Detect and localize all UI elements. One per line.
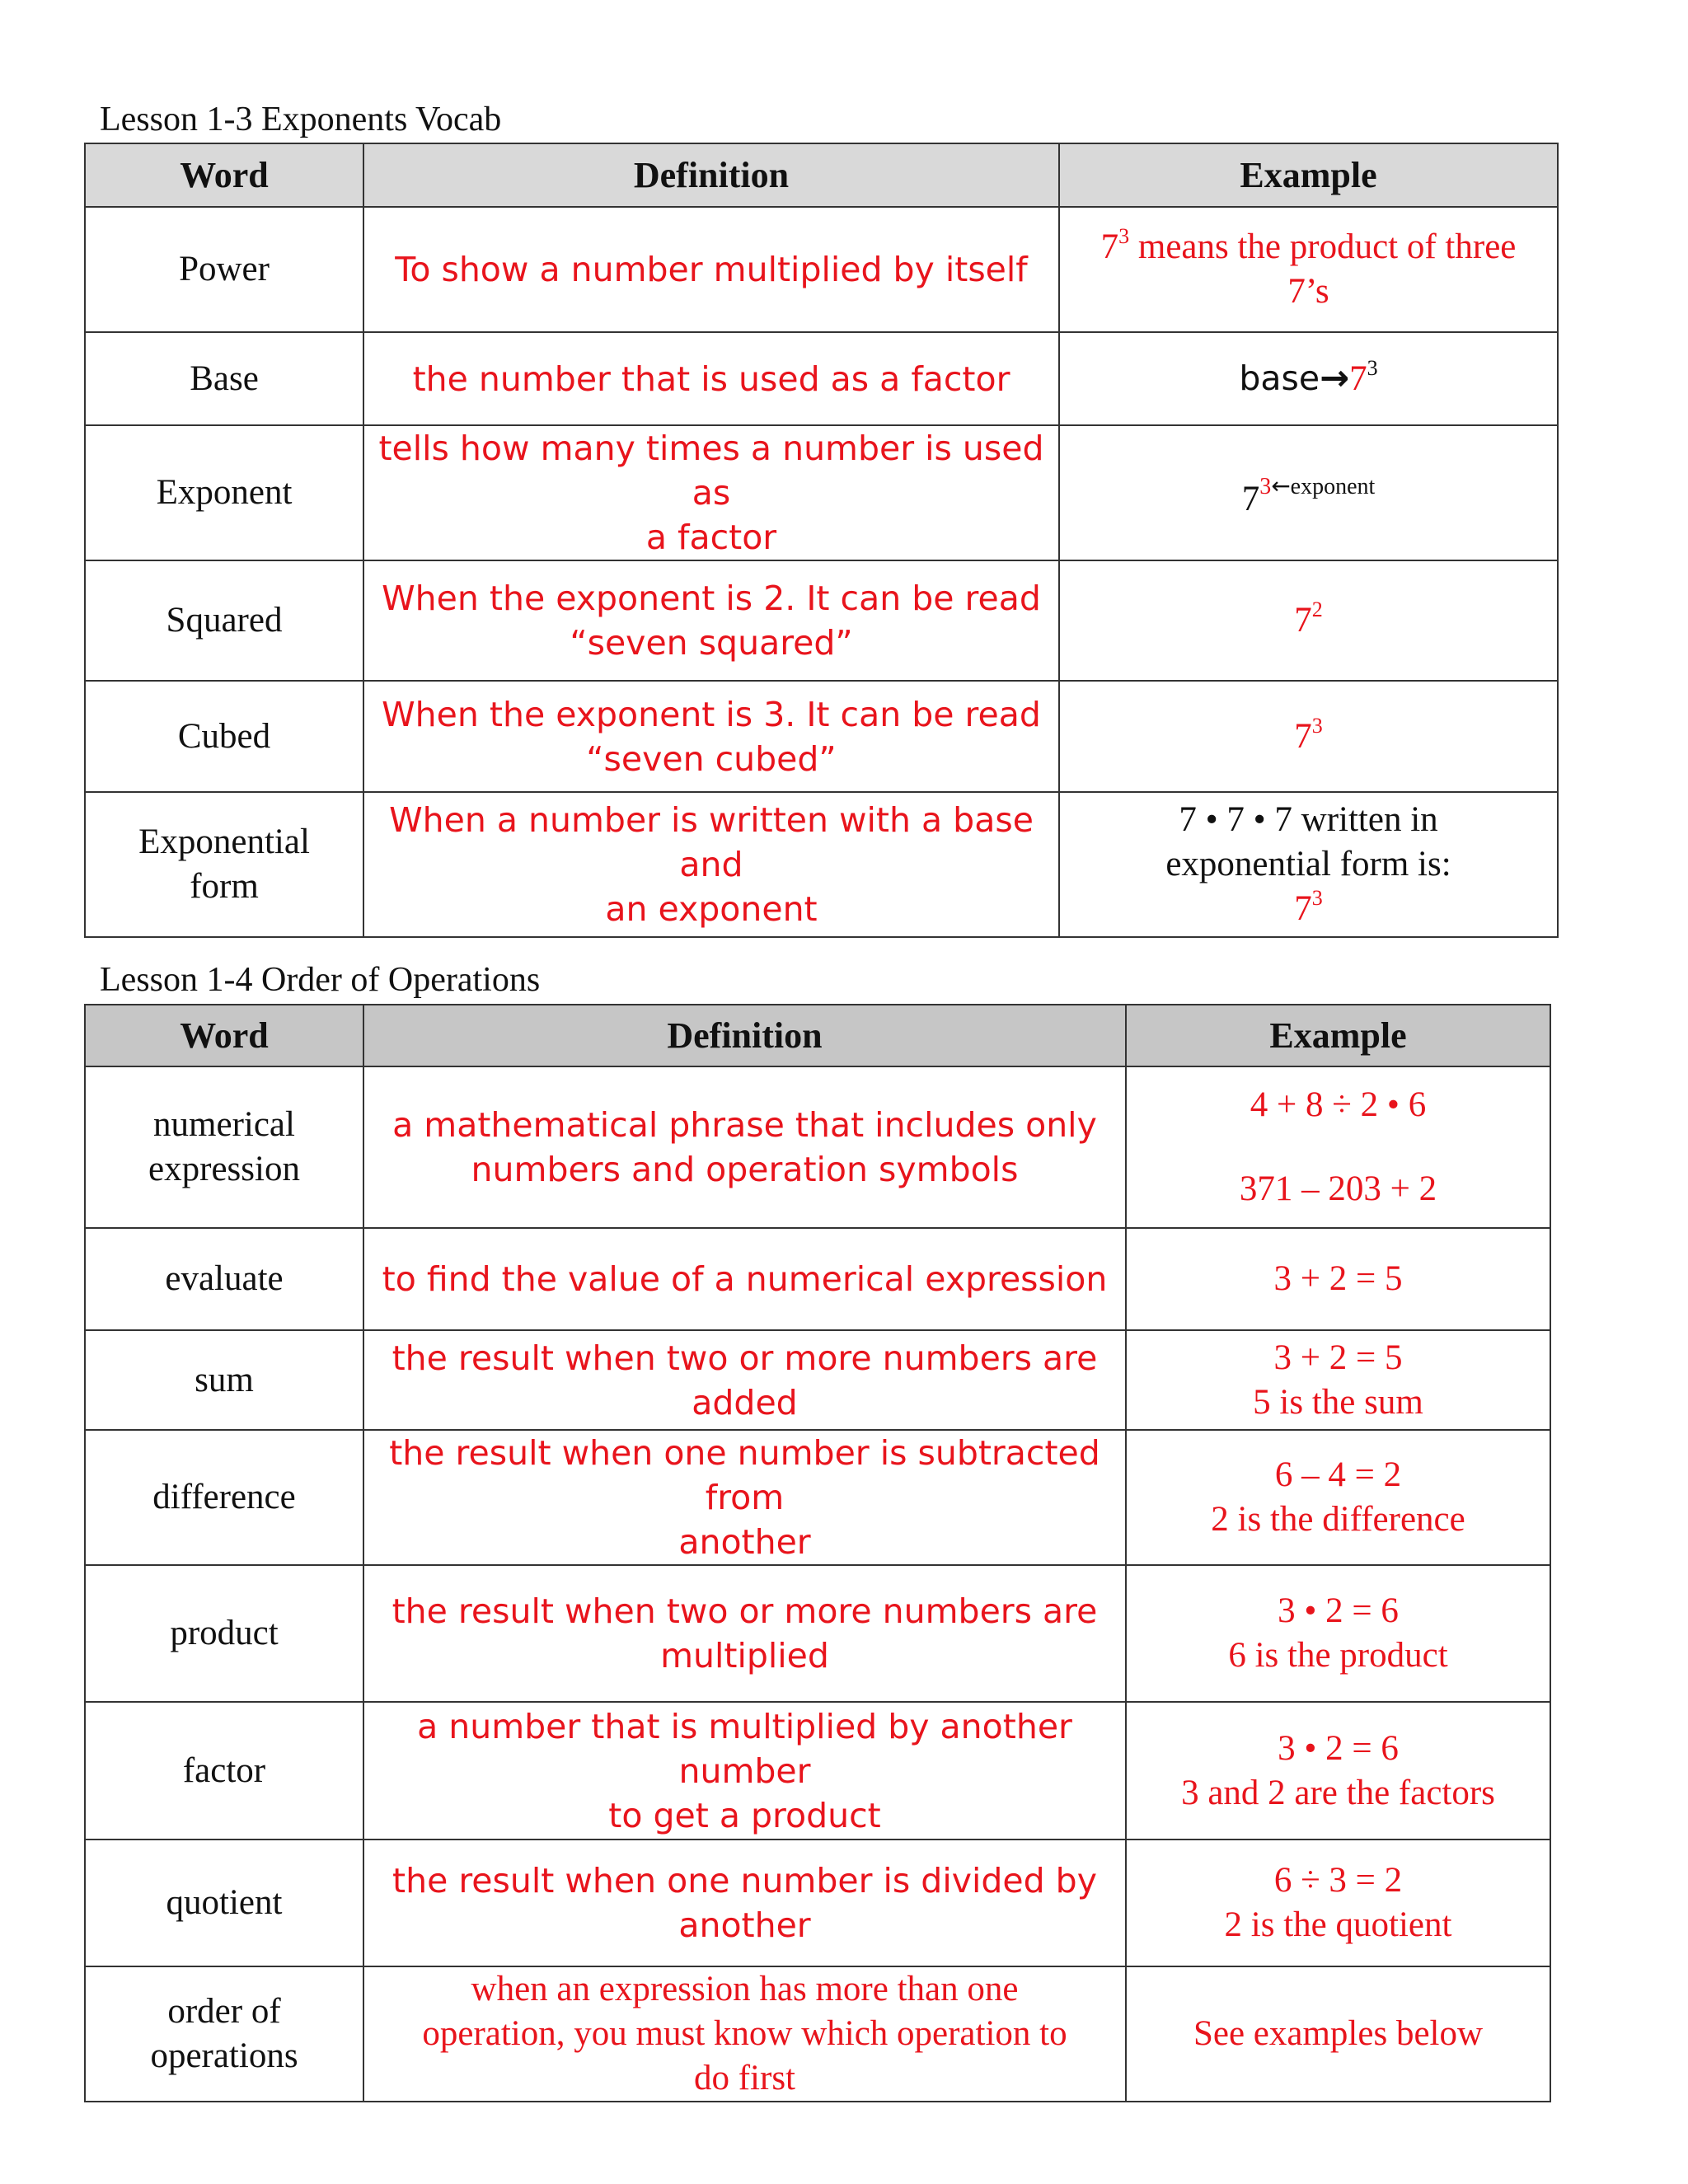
example-line: 4 + 8 ÷ 2 • 6 xyxy=(1250,1085,1427,1124)
example-exponent: 2 xyxy=(1311,598,1323,621)
definition-cell xyxy=(363,560,1059,681)
word-cell: product xyxy=(85,1565,363,1702)
word-cell xyxy=(85,1066,363,1228)
example-line: 7 • 7 • 7 written in xyxy=(1179,800,1438,839)
example-line: 6 ÷ 3 = 2 xyxy=(1273,1861,1403,1900)
definition-cell xyxy=(363,1966,1126,2102)
definition-line: numbers and operation symbols xyxy=(471,1150,1019,1189)
definition-line: another xyxy=(678,1905,811,1945)
table-header-row xyxy=(85,143,1558,207)
example-line: 3 + 2 = 5 xyxy=(1273,1338,1403,1377)
word-cell xyxy=(85,792,363,937)
table-row xyxy=(85,1565,1550,1702)
example-cell: See examples below xyxy=(1126,1966,1550,2102)
example-exponent: 3 xyxy=(1311,886,1323,910)
header-word: Word xyxy=(85,143,363,207)
word-cell: evaluate xyxy=(85,1228,363,1330)
definition-cell: to find the value of a numerical expression xyxy=(363,1228,1126,1330)
definition-line: a mathematical phrase that includes only xyxy=(392,1105,1097,1145)
example-line: 6 is the product xyxy=(1228,1636,1448,1675)
example-line: 3 • 2 = 6 xyxy=(1278,1591,1399,1630)
example-line: 371 – 203 + 2 xyxy=(1239,1169,1437,1208)
definition-line: an exponent xyxy=(605,889,818,929)
example-cell xyxy=(1126,1430,1550,1565)
definition-cell xyxy=(363,1430,1126,1565)
definition-cell: To show a number multiplied by itself xyxy=(363,207,1059,332)
definition-line: the result when two or more numbers are xyxy=(392,1338,1098,1378)
order-of-operations-table xyxy=(84,1004,1551,2102)
example-base: 7 xyxy=(1294,889,1312,928)
word-cell: Cubed xyxy=(85,681,363,792)
definition-line: tells how many times a number is used as xyxy=(378,429,1044,513)
definition-cell xyxy=(363,425,1059,560)
example-cell xyxy=(1126,1066,1550,1228)
example-base: 7 xyxy=(1241,480,1260,518)
definition-line: another xyxy=(678,1522,811,1562)
definition-line: When the exponent is 2. It can be read xyxy=(382,579,1041,618)
definition-cell xyxy=(363,1330,1126,1430)
word-line: operations xyxy=(150,2036,298,2075)
table-row xyxy=(85,1966,1550,2102)
table-row xyxy=(85,207,1558,332)
definition-line: to get a product xyxy=(608,1795,881,1835)
example-label: exponent xyxy=(1290,474,1376,499)
definition-line: “seven squared” xyxy=(570,623,853,663)
example-line: 5 is the sum xyxy=(1253,1382,1423,1422)
example-exponent: 3 xyxy=(1367,356,1378,380)
right-arrow-icon: → xyxy=(1320,358,1350,399)
word-cell: sum xyxy=(85,1330,363,1430)
definition-line: operation, you must know which operation to xyxy=(422,2014,1067,2053)
example-cell xyxy=(1059,681,1558,792)
example-cell xyxy=(1059,332,1558,425)
table-row xyxy=(85,332,1558,425)
definition-line: added xyxy=(692,1382,798,1422)
definition-line: multiplied xyxy=(660,1636,829,1675)
example-label: base xyxy=(1239,359,1320,398)
header-example: Example xyxy=(1126,1005,1550,1066)
example-cell xyxy=(1126,1565,1550,1702)
word-cell: Squared xyxy=(85,560,363,681)
definition-line: When a number is written with a base and xyxy=(389,800,1034,884)
header-example: Example xyxy=(1059,143,1558,207)
definition-cell xyxy=(363,1565,1126,1702)
word-cell: factor xyxy=(85,1702,363,1840)
word-cell: Power xyxy=(85,207,363,332)
example-cell xyxy=(1126,1840,1550,1966)
definition-line: “seven cubed” xyxy=(586,738,837,779)
definition-cell: the number that is used as a factor xyxy=(363,332,1059,425)
lesson-1-3-title: Lesson 1-3 Exponents Vocab xyxy=(100,101,502,138)
example-cell xyxy=(1059,207,1558,332)
table-row xyxy=(85,1330,1550,1430)
definition-cell xyxy=(363,681,1059,792)
definition-line: a factor xyxy=(645,518,777,557)
example-base: 7 xyxy=(1100,227,1119,266)
table-row xyxy=(85,1840,1550,1966)
definition-line: do first xyxy=(693,2059,796,2097)
example-cell: 3 + 2 = 5 xyxy=(1126,1228,1550,1330)
definition-cell xyxy=(363,1702,1126,1840)
example-exponent: 3 xyxy=(1118,224,1130,248)
table-row xyxy=(85,1430,1550,1565)
word-line: numerical xyxy=(153,1105,295,1144)
example-text: 7’s xyxy=(1287,272,1329,311)
table-row xyxy=(85,425,1558,560)
table-row xyxy=(85,1066,1550,1228)
example-exponent: 3 xyxy=(1259,474,1272,499)
example-cell xyxy=(1059,792,1558,937)
example-cell xyxy=(1059,560,1558,681)
word-line: order of xyxy=(167,1992,281,2031)
word-cell xyxy=(85,1966,363,2102)
example-text: means the product of three xyxy=(1129,227,1517,266)
example-line: exponential form is: xyxy=(1165,845,1451,883)
example-line: 3 • 2 = 6 xyxy=(1278,1728,1399,1768)
definition-line: the result when one number is subtracted from xyxy=(389,1433,1100,1517)
example-cell xyxy=(1126,1330,1550,1430)
table-header-row xyxy=(85,1005,1550,1066)
table-row xyxy=(85,1228,1550,1330)
example-exponent: 3 xyxy=(1311,713,1323,738)
left-arrow-icon: ← xyxy=(1271,472,1291,499)
exponents-vocab-table xyxy=(84,143,1559,938)
word-cell: difference xyxy=(85,1430,363,1565)
table-row xyxy=(85,1702,1550,1840)
word-cell: quotient xyxy=(85,1840,363,1966)
table-row xyxy=(85,792,1558,937)
definition-line: the result when two or more numbers are xyxy=(392,1591,1098,1631)
definition-cell xyxy=(363,1840,1126,1966)
definition-line: the result when one number is divided by xyxy=(392,1861,1097,1900)
definition-line: a number that is multiplied by another number xyxy=(417,1706,1072,1791)
example-base: 7 xyxy=(1349,359,1367,398)
definition-line: When the exponent is 3. It can be read xyxy=(382,694,1041,734)
header-definition: Definition xyxy=(363,1005,1126,1066)
example-base: 7 xyxy=(1294,601,1312,640)
definition-cell xyxy=(363,1066,1126,1228)
word-line: Exponential xyxy=(138,823,310,861)
word-cell: Base xyxy=(85,332,363,425)
example-line: 6 – 4 = 2 xyxy=(1274,1455,1402,1494)
definition-cell xyxy=(363,792,1059,937)
word-cell: Exponent xyxy=(85,425,363,560)
example-line: 2 is the difference xyxy=(1211,1500,1465,1539)
word-line: expression xyxy=(148,1150,300,1188)
example-base: 7 xyxy=(1294,716,1312,756)
example-cell xyxy=(1126,1702,1550,1840)
lesson-1-4-title: Lesson 1-4 Order of Operations xyxy=(100,961,541,999)
definition-line: when an expression has more than one xyxy=(471,1970,1019,2008)
header-word: Word xyxy=(85,1005,363,1066)
example-cell xyxy=(1059,425,1558,560)
example-line: 2 is the quotient xyxy=(1224,1905,1452,1944)
table-row xyxy=(85,560,1558,681)
table-row xyxy=(85,681,1558,792)
example-line: 3 and 2 are the factors xyxy=(1181,1773,1495,1812)
word-line: form xyxy=(190,867,259,906)
header-definition: Definition xyxy=(363,143,1059,207)
